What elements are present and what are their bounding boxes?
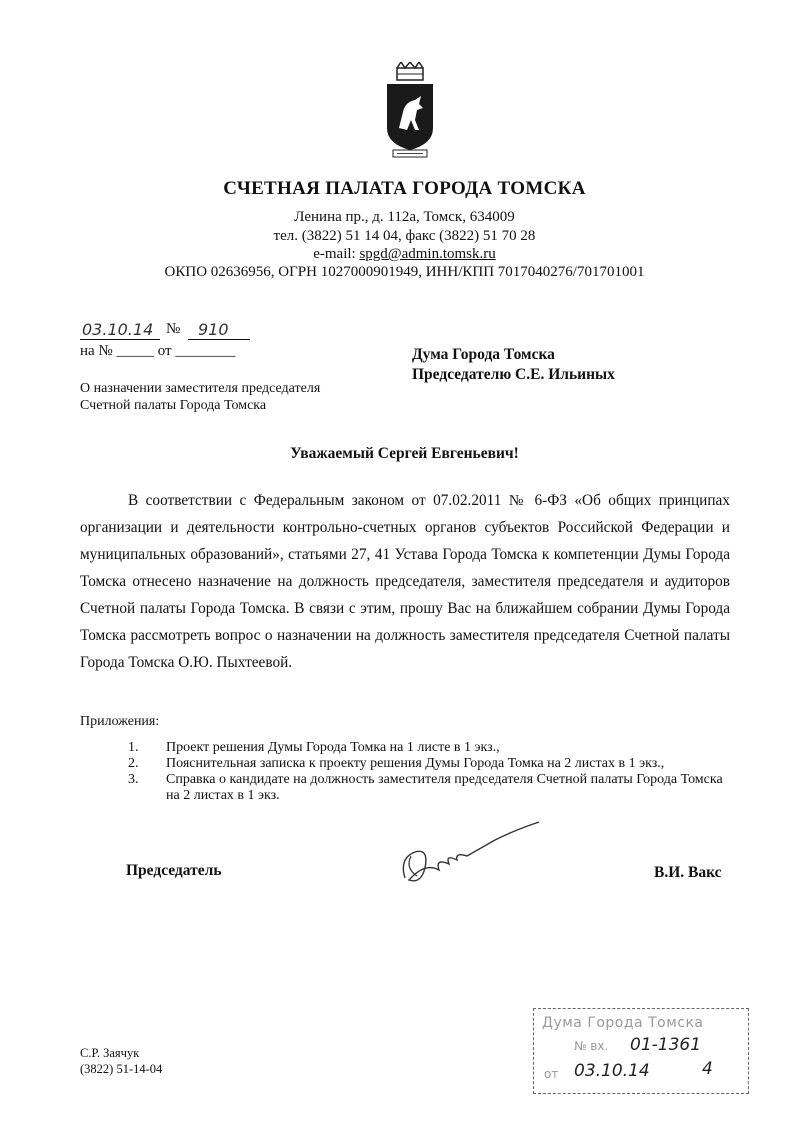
attachment-item xyxy=(128,772,733,804)
attachment-item xyxy=(128,740,733,756)
attachment-text: Справка о кандидате на должность заместителя председателя Счетной палаты Города Томска на 2 листах в 1 экз. xyxy=(166,772,723,803)
signatory-name: В.И. Вакс xyxy=(654,864,722,881)
organization-address: Ленина пр., д. 112а, Томск, 634009 xyxy=(294,209,515,225)
recipient-block xyxy=(412,345,615,385)
organization-email-line xyxy=(0,245,809,263)
attachments-label: Приложения: xyxy=(80,714,160,729)
attachment-item xyxy=(128,756,733,772)
subject-line-2: Счетной палаты Города Томска xyxy=(80,398,267,413)
attachment-text: Пояснительная записка к проекту решения Думы Города Томка на 2 листах в 1 экз., xyxy=(166,756,665,771)
attachment-number: 3. xyxy=(128,772,139,787)
attachment-text: Проект решения Думы Города Томка на 1 листе в 1 экз., xyxy=(166,740,500,755)
signatory-position: Председатель xyxy=(126,862,222,879)
letter-body xyxy=(80,487,730,676)
attachment-number: 2. xyxy=(128,756,139,771)
stamp-date: 03.10.14 xyxy=(574,1061,650,1081)
outgoing-number-underline xyxy=(188,339,250,340)
outgoing-number: 910 xyxy=(198,320,229,339)
outgoing-number-line xyxy=(80,320,260,342)
email-label: e-mail: xyxy=(313,246,360,262)
executor-phone: (3822) 51-14-04 xyxy=(80,1062,163,1076)
stamp-organization: Дума Города Томска xyxy=(542,1015,704,1031)
subject-line-1: О назначении заместителя председателя xyxy=(80,381,321,396)
outgoing-date: 03.10.14 xyxy=(82,320,154,339)
coat-of-arms-emblem xyxy=(375,62,445,162)
stamp-extra: 4 xyxy=(702,1059,713,1079)
salutation: Уважаемый Сергей Евгеньевич! xyxy=(290,445,519,462)
attachment-number: 1. xyxy=(128,740,139,755)
stamp-number: 01-1361 xyxy=(630,1035,702,1055)
registration-stamp xyxy=(533,1008,749,1094)
attachments-list xyxy=(128,740,733,804)
organization-name: СЧЕТНАЯ ПАЛАТА ГОРОДА ТОМСКА xyxy=(223,178,586,199)
coat-of-arms-icon xyxy=(375,62,445,162)
handwritten-signature xyxy=(395,818,545,893)
body-paragraph: В соответствии с Федеральным законом от 07.02.2011 № 6-ФЗ «Об общих принципах организации и деятельности контрольно-счетных органов субъектов Российской Федерации и муниципальных образований», статьями 27, 41 Устава Города Томска к компетенции Думы Города Томска отнесено назначение на должность председателя, заместителя председателя и аудиторов Счетной палаты Города Томска. В связи с этим, прошу Вас на ближайшем собрании Думы Города Томска рассмотреть вопрос о назначении на должность заместителя председателя Счетной палаты Города Томска О.Ю. Пыхтеевой. xyxy=(80,492,730,671)
executor-name: С.Р. Заячук xyxy=(80,1046,140,1060)
stamp-date-label: от xyxy=(544,1067,559,1081)
recipient-organization: Дума Города Томска xyxy=(412,346,555,363)
subject-block xyxy=(80,380,320,414)
outgoing-number-label: № xyxy=(166,321,181,337)
organization-phone: тел. (3822) 51 14 04, факс (3822) 51 70 28 xyxy=(273,228,536,244)
recipient-person: Председателю С.Е. Ильиных xyxy=(412,366,615,383)
signature-icon xyxy=(395,818,545,893)
stamp-number-label: № вх. xyxy=(574,1039,609,1053)
organization-registry: ОКПО 02636956, ОГРН 1027000901949, ИНН/КПП 7017040276/701701001 xyxy=(164,264,645,280)
reference-line: на № _____ от ________ xyxy=(80,343,236,359)
outgoing-date-underline xyxy=(80,339,160,340)
email-link[interactable]: spgd@admin.tomsk.ru xyxy=(359,246,496,262)
executor-block xyxy=(80,1045,162,1077)
